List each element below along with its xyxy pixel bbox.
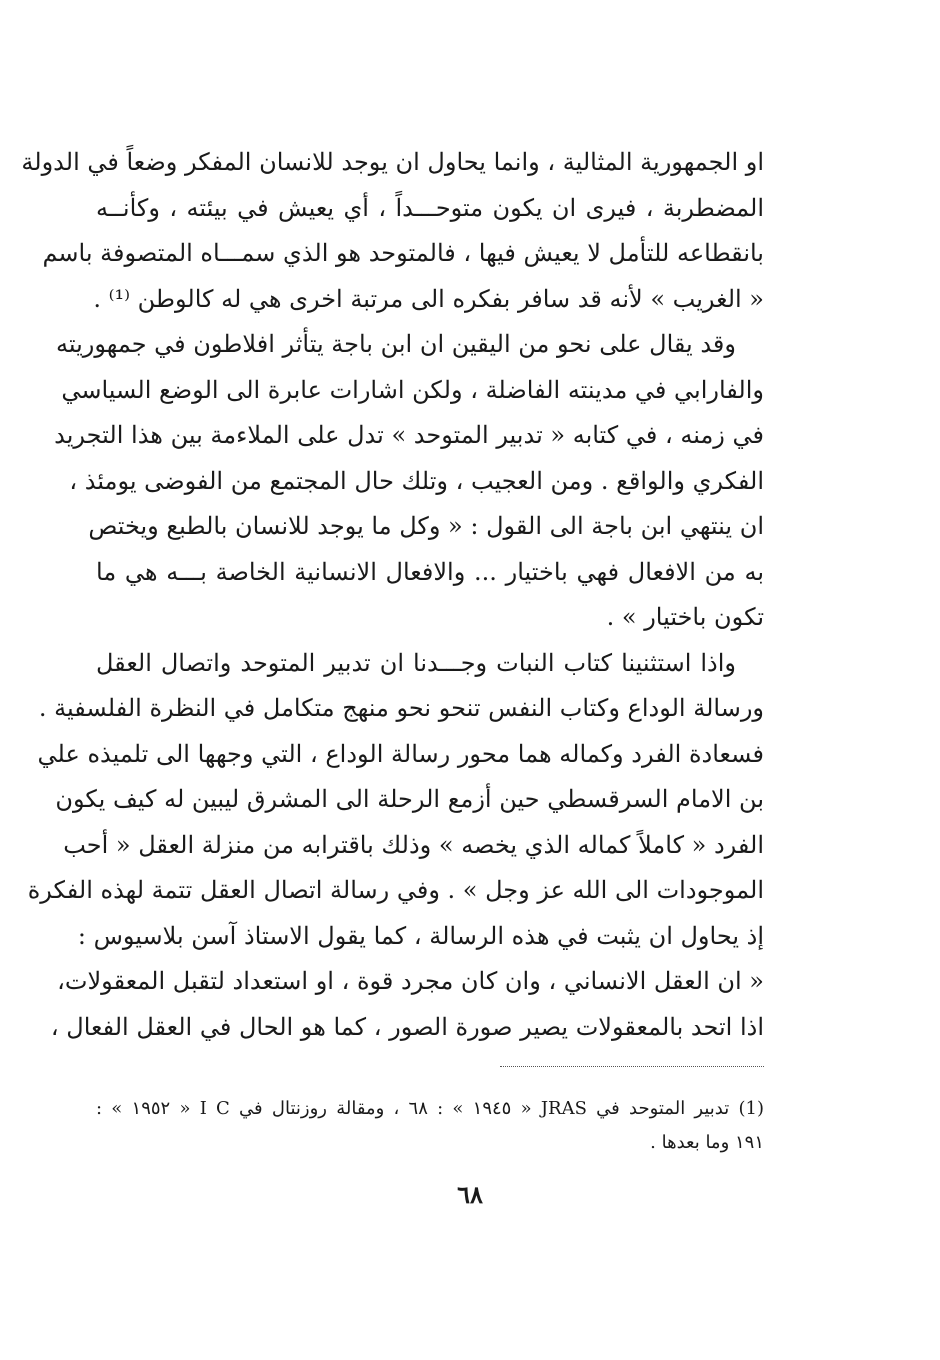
text-line: ورسالة الوداع وكتاب النفس تنحو نحو منهج متكامل في النظرة الفلسفية . [38, 694, 764, 722]
text-line: وقد يقال على نحو من اليقين ان ابن باجة يتأثر افلاطون في جمهوريته [56, 330, 736, 358]
text-line: بن الامام السرقسطي حين أزمع الرحلة الى المشرق ليبين له كيف يكون [55, 785, 764, 813]
text-line: واذا استثنينا كتاب النبات وجـــدنا ان تدبير المتوحد واتصال العقل [96, 648, 736, 677]
text-line: الفكري والواقع . ومن العجيب ، وتلك حال المجتمع من الفوضى يومئذ ، [69, 466, 764, 495]
text-line: المضطربة ، فيرى ان يكون متوحـــداً ، أي يعيش في بيئته ، وكأنــه [96, 193, 764, 222]
text-line: بانقطاعه للتأمل لا يعيش فيها ، فالمتوحد هو الذي سمـــاه المتصوفة باسم [42, 239, 764, 267]
page-number: ٦٨ [457, 1180, 483, 1209]
text-line: به من الافعال فهي باختيار ... والافعال الانسانية الخاصة بـــه هي ما [96, 557, 764, 586]
main-text [21, 140, 764, 1050]
text-line: فسعادة الفرد وكماله هما محور رسالة الوداع ، التي وجهها الى تلميذه علي [37, 739, 764, 768]
text-line: إذ يحاول ان يثبت في هذه الرسالة ، كما يقول الاستاذ آسن بلاسيوس : [77, 921, 764, 950]
text-line: الفرد « كاملاً كماله الذي يخصه » وذلك باقترابه من منزلة العقل « أحب [63, 830, 764, 859]
text-line: اذا اتحد بالمعقولات يصير صورة الصور ، كما هو الحال في العقل الفعال ، [50, 1012, 764, 1041]
footnote-divider [500, 1066, 764, 1067]
text-line: الموجودات الى الله عز وجل » . وفي رسالة اتصال العقل تتمة لهذه الفكرة [27, 876, 764, 904]
text-line: تكون باختيار » . [606, 603, 764, 631]
text-line: « الغريب » لأنه قد سافر بفكره الى مرتبة اخرى هي له كالوطن ⁽¹⁾ . [93, 284, 764, 313]
text-line: ان ينتهي ابن باجة الى القول : « وكل ما يوجد للانسان بالطبع ويختص [88, 512, 764, 540]
footnote-line: (1) تدبير المتوحد في JRAS « ١٩٤٥ » : ٦٨ ، ومقالة روزنتال في I C « ١٩٥٢ » : [96, 1098, 765, 1119]
footnote [96, 1092, 764, 1160]
text-line: والفارابي في مدينته الفاضلة ، ولكن اشارات عابرة الى الوضع السياسي [61, 375, 764, 404]
text-line: في زمنه ، في كتابه « تدبير المتوحد » تدل على الملاءمة بين هذا التجريد [54, 421, 764, 449]
footnote-line: ١٩١ وما بعدها . [650, 1132, 764, 1153]
text-line: او الجمهورية المثالية ، وانما يحاول ان يوجد للانسان المفكر وضعاً في الدولة [21, 148, 764, 176]
text-line: « ان العقل الانساني ، وان كان مجرد قوة ، او استعداد لتقبل المعقولات، [57, 967, 764, 995]
